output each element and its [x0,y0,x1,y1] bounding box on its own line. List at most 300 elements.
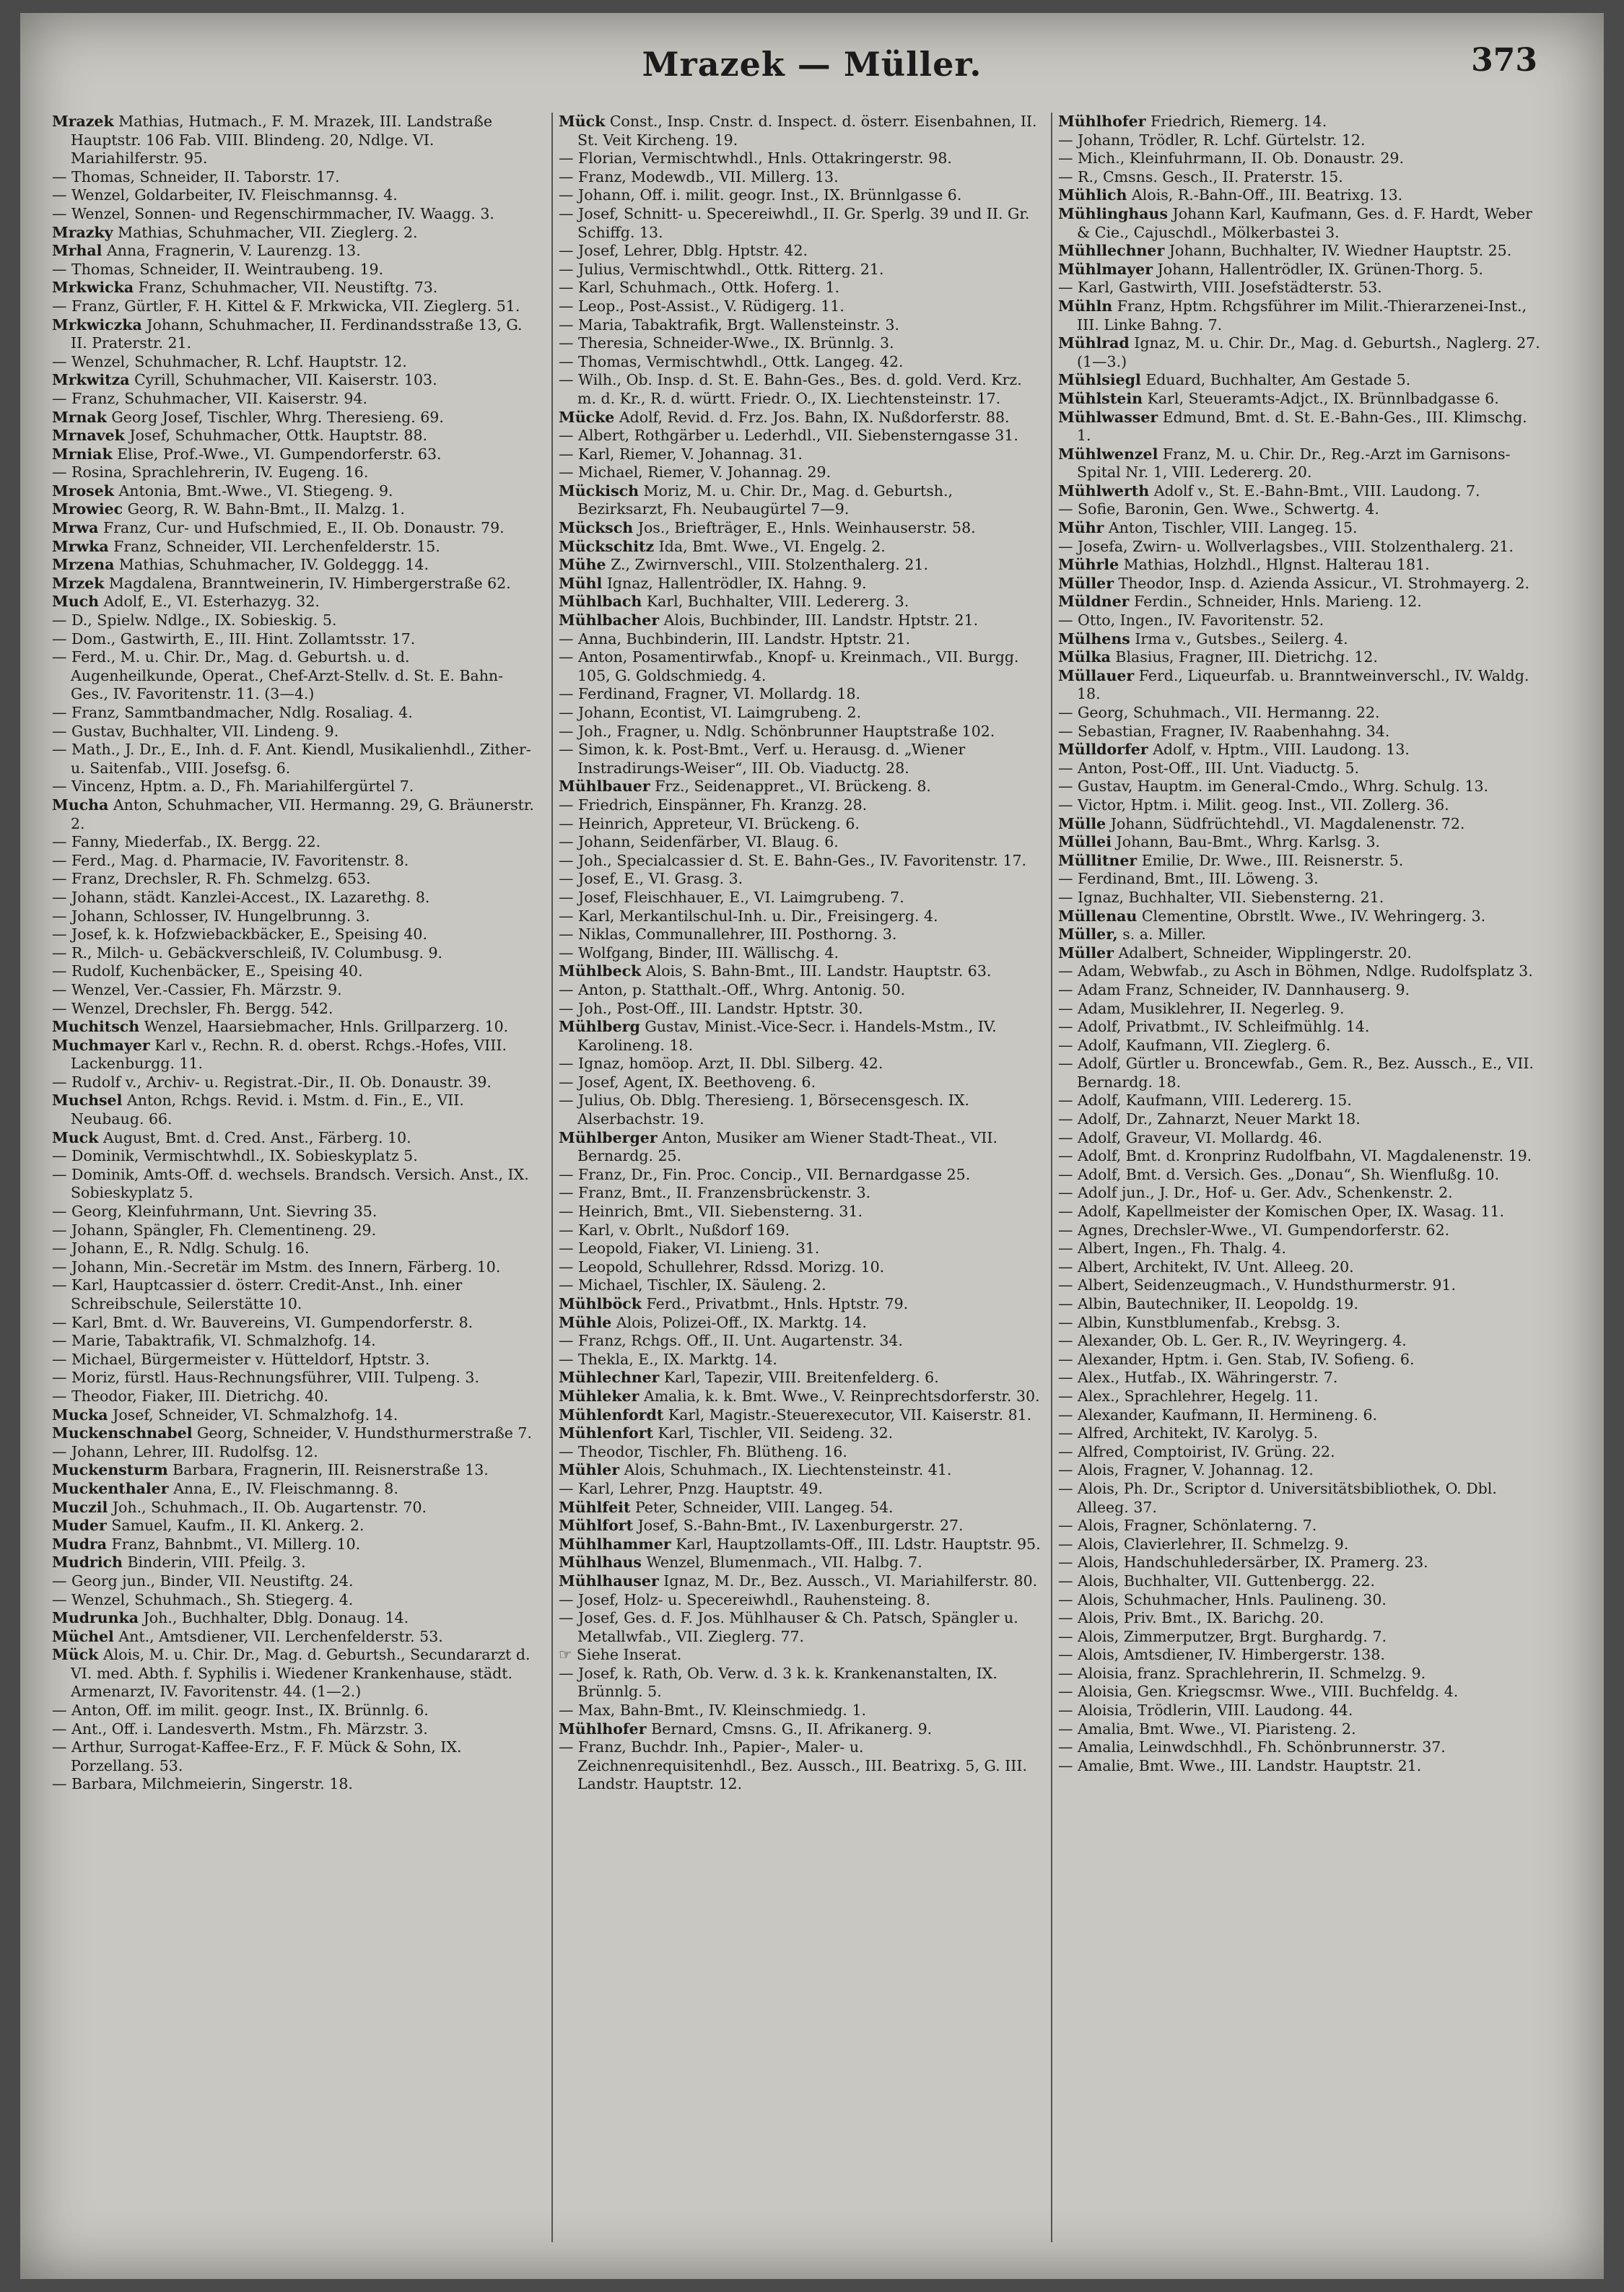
entry-text: — Johann, Off. i. milit. geogr. Inst., IX. Brünnlgasse 6. [559,186,962,204]
entry-text: — Maria, Tabaktrafik, Brgt. Wallensteinstr. 3. [559,315,900,334]
entry-text: — Agnes, Drechsler-Wwe., VI. Gumpendorferstr. 62. [1058,1221,1450,1239]
directory-entry [52,519,537,538]
directory-entry [1058,575,1543,593]
entry-text: — Gustav, Buchhalter, VII. Lindeng. 9. [52,722,339,740]
directory-entry [1058,1406,1543,1425]
entry-surname: Mühl [559,574,603,592]
entry-surname: Mück [52,1646,99,1664]
entry-text: — Franz, Modewdb., VII. Millerg. 13. [559,167,839,186]
directory-entry [52,593,537,611]
directory-entry [52,500,537,519]
entry-text: — Joh., Post-Off., III. Landstr. Hptstr. 30. [559,999,863,1017]
directory-entry [559,409,1044,427]
directory-entry [559,741,1044,777]
directory-entry [52,186,537,205]
entry-text: — Karl, Bmt. d. Wr. Bauvereins, VI. Gumpendorferstr. 8. [52,1313,473,1331]
entry-text: — Johann, Lehrer, III. Rudolfsg. 12. [52,1442,318,1460]
directory-entry [52,1369,537,1387]
directory-entry [559,1591,1044,1610]
entry-text: Johann, Schuhmacher, II. Ferdinandsstraße 13, G. II. Praterstr. 21. [71,315,523,352]
entry-text: — Max, Bahn-Bmt., IV. Kleinschmiedg. 1. [559,1701,867,1720]
directory-entry [1058,962,1543,981]
directory-entry [52,1129,537,1148]
directory-entry [559,1184,1044,1203]
directory-entry [1058,409,1543,445]
entry-surname: Mühlhaus [559,1554,642,1572]
entry-surname: Muchsel [52,1091,123,1110]
directory-entry [52,777,537,796]
entry-surname: Mühlhauser [559,1572,659,1590]
directory-entry [52,1424,537,1443]
entry-text: — Aloisia, Gen. Kriegscmsr. Wwe., VIII. Buchfeldg. 4. [1058,1683,1459,1701]
entry-surname: Mühlfeit [559,1498,631,1516]
entry-text: — Ferdinand, Fragner, VI. Mollardg. 18. [559,685,861,703]
entry-surname: Mücksch [559,519,634,537]
directory-entry [1058,796,1543,815]
directory-entry [1058,261,1543,279]
entry-text: — Adolf, Kapellmeister der Komischen Oper, IX. Wasag. 11. [1058,1203,1505,1221]
entry-text: — Michael, Riemer, V. Johannag. 29. [559,463,831,482]
directory-entry [52,1239,537,1258]
directory-entry [52,463,537,482]
entry-text: — D., Spielw. Ndlge., IX. Sobieskig. 5. [52,611,337,629]
directory-entry [1058,445,1543,482]
directory-entry [52,1073,537,1092]
directory-entry [559,1443,1044,1462]
directory-entry [1058,1609,1543,1628]
entry-text: — Friedrich, Einspänner, Fh. Kranzg. 28. [559,796,868,814]
directory-entry [52,1000,537,1019]
entry-text: — Adolf, Bmt. d. Kronprinz Rudolfbahn, VI. Magdalenenstr. 19. [1058,1147,1532,1165]
entry-text: Anton, Musiker am Wiener Stadt-Theat., VII. Bernardg. 25. [577,1128,997,1165]
entry-text: — Alois, Schuhmacher, Hnls. Paulineng. 30. [1058,1590,1387,1608]
directory-entry [559,1073,1044,1092]
entry-surname: Mühlberg [559,1018,640,1036]
entry-surname: Mühlwerth [1058,482,1150,500]
directory-entry [52,1332,537,1351]
directory-entry [559,796,1044,815]
entry-text: Mathias, Hutmach., F. M. Mrazek, III. Landstraße Hauptstr. 106 Fab. VIII. Blindeng. 20, Ndlge. VI. Mariahilferstr. 95. [71,113,492,167]
entry-surname: Mühllechner [1058,242,1165,260]
entry-text: — Vincenz, Hptm. a. D., Fh. Mariahilfergürtel 7. [52,777,414,796]
entry-text: Franz, Bahnbmt., VI. Millerg. 10. [111,1535,361,1553]
directory-entry [559,870,1044,889]
entry-text: — Josef, Schnitt- u. Specereiwhdl., II. Gr. Sperlg. 39 und II. Gr. Schiffg. 13. [559,204,1030,241]
entry-surname: Mühe [559,556,606,574]
directory-entry [52,1387,537,1406]
entry-surname: Mudrich [52,1554,123,1572]
entry-surname: Mühlberger [559,1128,658,1146]
directory-entry [1058,611,1543,630]
entry-text: — Thomas, Schneider, II. Weintraubeng. 19. [52,260,384,278]
directory-entry [52,538,537,557]
directory-entry [1058,1461,1543,1480]
directory-entry [52,1535,537,1554]
entry-surname: Mucka [52,1406,108,1424]
entry-text: — Alexander, Ob. L. Ger. R., IV. Weyringerg. 4. [1058,1332,1407,1350]
entry-text: — Dom., Gastwirth, E., III. Hint. Zollamtsstr. 17. [52,629,416,648]
entry-text: — Aloisia, Trödlerin, VIII. Laudong. 44. [1058,1701,1353,1720]
directory-entry [52,1351,537,1369]
entry-text: Bernard, Cmsns. G., II. Afrikanerg. 9. [651,1720,933,1738]
directory-entry [1058,131,1543,150]
entry-surname: Mühlböck [559,1295,642,1312]
entry-text: — Alois, Clavierlehrer, II. Schmelzg. 9. [1058,1535,1349,1553]
entry-text: — Alois, Priv. Bmt., IX. Barichg. 20. [1058,1609,1324,1627]
directory-entry [559,1701,1044,1720]
directory-entry [1058,593,1543,611]
entry-text: Georg, R. W. Bahn-Bmt., II. Malzg. 1. [127,500,405,518]
directory-entry [559,1387,1044,1406]
entry-text: — Alfred, Architekt, IV. Karolyg. 5. [1058,1424,1318,1442]
entry-text: — Johann, Spängler, Fh. Clementineng. 29. [52,1221,377,1239]
directory-entry [52,630,537,649]
directory-entry [52,648,537,704]
entry-text: Josef, Schneider, VI. Schmalzhofg. 14. [113,1406,398,1424]
entry-text: Mathias, Schuhmacher, VII. Zieglerg. 2. [118,223,418,241]
entry-text: — Dominik, Vermischtwhdl., IX. Sobieskyplatz 5. [52,1147,418,1165]
entry-text: — Sebastian, Fragner, IV. Raabenhahng. 34. [1058,722,1390,740]
entry-surname: Mülhens [1058,629,1130,648]
directory-entry [52,353,537,372]
entry-text: Karl v., Rechn. R. d. oberst. Rchgs.-Hofes, VIII. Lackenburgg. 11. [71,1036,507,1073]
directory-entry [52,409,537,427]
entry-text: Georg, Schneider, V. Hundsthurmerstraße 7. [197,1424,532,1442]
entry-text: Ida, Bmt. Wwe., VI. Engelg. 2. [658,537,886,555]
entry-surname: Muckenthaler [52,1479,169,1497]
entry-text: Karl, Buchhalter, VIII. Ledererg. 3. [646,593,909,611]
page-number: 373 [1471,42,1537,79]
entry-text: — Julius, Vermischtwhdl., Ottk. Ritterg. 21. [559,260,884,278]
directory-entry [559,777,1044,796]
entry-text: Theodor, Insp. d. Azienda Assicur., VI. Strohmayerg. 2. [1118,574,1530,592]
entry-text: — Math., J. Dr., E., Inh. d. F. Ant. Kiendl, Musikalienhdl., Zither- u. Saitenfab., VIII. Josefsg. 6. [52,741,531,777]
directory-entry [1058,648,1543,667]
entry-text: Gustav, Minist.-Vice-Secr. i. Handels-Mstm., IV. Karolineng. 18. [577,1018,997,1054]
directory-entry [52,1646,537,1701]
entry-text: — Albert, Seidenzeugmach., V. Hundsthurmerstr. 91. [1058,1276,1456,1294]
entry-text: Alois, S. Bahn-Bmt., III. Landstr. Hauptstr. 63. [645,962,992,980]
entry-text: Anna, E., IV. Fleischmanng. 8. [173,1479,398,1497]
entry-surname: Much [52,593,99,611]
directory-entry [559,1258,1044,1277]
entry-text: — Karl, Gastwirth, VIII. Josefstädterstr. 53. [1058,279,1382,297]
entry-text: — Ferdinand, Bmt., III. Löweng. 3. [1058,870,1319,888]
entry-text: — R., Cmsns. Gesch., II. Praterstr. 15. [1058,167,1343,186]
entry-surname: Mrnavek [52,427,125,445]
entry-text: Alois, M. u. Chir. Dr., Mag. d. Geburtsh., Secundararzt d. VI. med. Abth. f. Syphilis i. Wiedener Krankenhause, städt. Armenarzt, IV. Favoritenstr. 44. (1—2.) [71,1646,531,1701]
directory-entry [52,1628,537,1647]
directory-entry [1058,1480,1543,1517]
entry-text: — Wolfgang, Binder, III. Wällischg. 4. [559,944,839,962]
directory-entry [559,316,1044,335]
entry-surname: Mühlechner [559,1369,660,1387]
entry-text: Georg Josef, Tischler, Whrg. Theresieng. 69. [111,408,444,426]
entry-surname: Mülle [1058,814,1106,832]
entry-surname: Mühlenfordt [559,1406,664,1424]
directory-entry [1058,1369,1543,1387]
entry-text: Karl, Tapezir, VIII. Breitenfelderg. 6. [664,1369,939,1387]
entry-text: Ignaz, Hallentrödler, IX. Hahng. 9. [606,574,867,592]
directory-entry [52,981,537,1000]
directory-entry [52,1591,537,1610]
directory-entry [1058,704,1543,723]
entry-surname: Mrazek [52,113,114,130]
entry-text: — Adolf, Graveur, VI. Mollardg. 46. [1058,1128,1322,1146]
directory-entry [1058,205,1543,242]
entry-surname: Mrniak [52,445,113,463]
directory-entry [559,1295,1044,1314]
entry-text: Ferd., Liqueurfab. u. Branntweinverschl., IV. Waldg. 18. [1077,666,1529,703]
entry-text: — Karl, v. Obrlt., Nußdorf 169. [559,1221,790,1239]
directory-entry [1058,1443,1543,1462]
directory-entry [559,1314,1044,1333]
entry-text: — Leop., Post-Assist., V. Rüdigerg. 11. [559,297,844,315]
entry-surname: Mülldorfer [1058,741,1148,759]
directory-entry [1058,1276,1543,1295]
directory-entry [52,316,537,353]
entry-text: Mathias, Holzhdl., Hlgnst. Halterau 181. [1123,556,1430,574]
entry-text: — Franz, Dr., Fin. Proc. Concip., VII. Bernardgasse 25. [559,1165,971,1183]
entry-text: — Alois, Fragner, V. Johannag. 12. [1058,1461,1314,1479]
entry-text: Johann, Buchhalter, IV. Wiedner Hauptstr. 25. [1169,242,1512,260]
entry-text: Karl, Magistr.-Steuerexecutor, VII. Kaiserstr. 81. [668,1406,1032,1424]
entry-text: — Alexander, Hptm. i. Gen. Stab, IV. Sofieng. 6. [1058,1350,1415,1368]
entry-text: — Mich., Kleinfuhrmann, II. Ob. Donaustr. 29. [1058,149,1404,167]
entry-text: Anton, Rchgs. Revid. i. Mstm. d. Fin., E., VII. Neubaug. 66. [71,1091,464,1128]
entry-text: — Joh., Specialcassier d. St. E. Bahn-Ges., IV. Favoritenstr. 17. [559,851,1027,869]
directory-entry [559,907,1044,926]
directory-entry [52,1147,537,1166]
entry-text: — Niklas, Communallehrer, III. Posthorng. 3. [559,925,897,944]
directory-entry [1058,113,1543,131]
entry-text: Z., Zwirnverschl., VIII. Stolzenthalerg. 21. [611,556,929,574]
directory-entry [559,538,1044,557]
directory-entry [1058,944,1543,963]
entry-text: Anton, Tischler, VIII. Langeg. 15. [1108,519,1358,537]
directory-entry [1058,1424,1543,1443]
directory-entry [1058,1239,1543,1258]
directory-entry [52,1572,537,1591]
directory-entry [559,445,1044,464]
entry-surname: Mudra [52,1535,108,1553]
directory-entry [559,1738,1044,1794]
entry-text: Antonia, Bmt.-Wwe., VI. Stiegeng. 9. [118,482,393,500]
entry-text: — Johann, Schlosser, IV. Hungelbrunng. 3. [52,907,370,925]
entry-text: — Heinrich, Bmt., VII. Siebensterng. 31. [559,1203,863,1221]
entry-surname: Mrhal [52,242,102,260]
entry-text: — Josef, Agent, IX. Beethoveng. 6. [559,1073,816,1091]
entry-text: — Josef, Ges. d. F. Jos. Mühlhauser & Ch. Patsch, Spängler u. Metallwfab., VII. Zieglerg. 77. [559,1609,1018,1645]
entry-text: August, Bmt. d. Cred. Anst., Färberg. 10. [102,1128,411,1146]
directory-entry [1058,482,1543,501]
entry-surname: Mucha [52,796,109,814]
entry-text: Anna, Fragnerin, V. Laurenzg. 13. [107,242,361,260]
directory-entry [1058,833,1543,852]
directory-entry [1058,981,1543,1000]
entry-text: — Gustav, Hauptm. im General-Cmdo., Whrg. Schulg. 13. [1058,777,1489,796]
directory-entry [559,815,1044,834]
entry-text: Johann Karl, Kaufmann, Ges. d. F. Hardt, Weber & Cie., Cajuschdl., Mölkerbastei 3. [1077,204,1532,241]
directory-entry [559,1091,1044,1128]
directory-entry [1058,1314,1543,1333]
directory-entry [559,1239,1044,1258]
entry-text: Barbara, Fragnerin, III. Reisnerstraße 13. [173,1461,489,1479]
directory-entry [559,1461,1044,1480]
directory-entry [559,981,1044,1000]
directory-entry [559,113,1044,149]
directory-entry [1058,759,1543,778]
entry-surname: Müller [1058,944,1114,962]
entry-text: — Alexander, Kaufmann, II. Hermineng. 6. [1058,1406,1378,1424]
entry-surname: Müchel [52,1627,114,1645]
entry-text: Adolf, E., VI. Esterhazyg. 32. [103,593,320,611]
entry-surname: Mülka [1058,648,1111,666]
entry-text: — Josef, k. k. Hofzwiebackbäcker, E., Speising 40. [52,925,427,944]
entry-text: — Amalie, Bmt. Wwe., III. Landstr. Hauptstr. 21. [1058,1756,1422,1774]
entry-text: — Thomas, Schneider, II. Taborstr. 17. [52,167,340,186]
entry-text: — Ignaz, homöop. Arzt, II. Dbl. Silberg. 42. [559,1055,883,1073]
directory-entry [52,168,537,187]
directory-entry [559,334,1044,353]
entry-text: Franz, M. u. Chir. Dr., Reg.-Arzt im Garnisons-Spital Nr. 1, VIII. Ledererg. 20. [1077,445,1511,482]
entry-surname: Mühlbach [559,593,642,611]
entry-text: — Rosina, Sprachlehrerin, IV. Eugeng. 16. [52,463,369,482]
directory-entry [52,704,537,723]
entry-text: — Albert, Architekt, IV. Unt. Alleeg. 20. [1058,1258,1354,1276]
entry-text: Ferdin., Schneider, Hnls. Marieng. 12. [1134,593,1422,611]
directory-entry [559,168,1044,187]
entry-text: — Alois, Zimmerputzer, Brgt. Burghardg. 7. [1058,1627,1387,1645]
entry-text: — Josef, E., VI. Grasg. 3. [559,870,743,888]
directory-entry [559,261,1044,279]
directory-entry [1058,297,1543,334]
entry-surname: Mücke [559,408,615,426]
entry-text: — Josef, Holz- u. Specereiwhdl., Rauhensteing. 8. [559,1590,930,1608]
directory-entry [559,1424,1044,1443]
entry-surname: Mückisch [559,482,639,500]
entry-text: — Josef, k. Rath, Ob. Verw. d. 3 k. k. Krankenanstalten, IX. Brünnlg. 5. [559,1664,997,1701]
entry-text: — Georg, Kleinfuhrmann, Unt. Sievring 35. [52,1203,377,1221]
entry-text: — Johann, Econtist, VI. Laimgrubeng. 2. [559,704,862,721]
entry-text: — Adolf, Privatbmt., IV. Schleifmühlg. 14. [1058,1018,1370,1036]
entry-surname: Muckenschnabel [52,1424,193,1442]
entry-text: — Ignaz, Buchhalter, VII. Siebensterng. 21. [1058,888,1384,906]
entry-surname: Mrzek [52,574,105,592]
entry-text: — Aloisia, franz. Sprachlehrerin, II. Schmelzg. 9. [1058,1664,1426,1682]
directory-entry [52,279,537,297]
entry-surname: Mrkwicka [52,279,134,297]
entry-text: Clementine, Obrstlt. Wwe., IV. Wehringerg. 3. [1141,907,1486,925]
entry-surname: Müllenau [1058,907,1138,925]
entry-surname: Muczil [52,1498,108,1516]
directory-entry [1058,1535,1543,1554]
directory-entry [559,353,1044,372]
entry-text: Irma v., Gutsbes., Seilerg. 4. [1135,629,1348,648]
directory-entry [52,556,537,575]
entry-surname: Mühlfort [559,1517,634,1535]
entry-text: — Ferd., Mag. d. Pharmacie, IV. Favoritenstr. 8. [52,851,409,869]
entry-surname: Mühlwasser [1058,408,1158,426]
column-3 [1051,113,1543,2242]
entry-text: Johann, Südfrüchtehdl., VI. Magdalenenstr. 72. [1110,814,1465,832]
entry-surname: Müldner [1058,593,1130,611]
entry-text: Ferd., Privatbmt., Hnls. Hptstr. 79. [646,1295,909,1312]
directory-entry [1058,741,1543,759]
directory-entry [52,575,537,593]
directory-entry [559,186,1044,205]
directory-entry [52,1480,537,1499]
directory-entry [559,427,1044,445]
entry-text: — Thomas, Vermischtwhdl., Ottk. Langeg. 42. [559,352,904,370]
directory-entry [1058,519,1543,538]
entry-text: Friedrich, Riemerg. 14. [1151,113,1327,130]
entry-surname: Mühlhofer [559,1720,647,1738]
entry-text: — Franz, Gürtler, F. H. Kittel & F. Mrkwicka, VII. Zieglerg. 51. [52,297,520,315]
directory-entry [559,1572,1044,1591]
directory-entry [1058,630,1543,649]
entry-text: Adalbert, Schneider, Wipplingerstr. 20. [1118,944,1412,962]
directory-entry [1058,1572,1543,1591]
directory-entry [1058,777,1543,796]
entry-text: Alois, Polizei-Off., IX. Marktg. 14. [616,1313,867,1331]
entry-text: — Rudolf v., Archiv- u. Registrat.-Dir., II. Ob. Donaustr. 39. [52,1073,492,1091]
directory-entry [1058,1351,1543,1369]
directory-entry [1058,1665,1543,1683]
directory-entry [52,1720,537,1739]
entry-text: — Georg jun., Binder, VII. Neustiftg. 24. [52,1572,354,1590]
directory-entry [1058,1091,1543,1110]
directory-entry [52,1609,537,1628]
entry-text: — Josef, Fleischhauer, E., VI. Laimgrubeng. 7. [559,888,904,906]
entry-text: Adolf v., St. E.-Bahn-Bmt., VIII. Laudong. 7. [1153,482,1480,500]
entry-text: Cyrill, Schuhmacher, VII. Kaiserstr. 103. [134,371,437,389]
directory-entry [52,1221,537,1240]
directory-entry [52,482,537,501]
directory-entry [1058,1129,1543,1148]
directory-entry [559,556,1044,575]
directory-entry [559,1369,1044,1387]
directory-entry [52,224,537,243]
entry-surname: Mühln [1058,297,1113,315]
directory-entry [1058,1591,1543,1610]
entry-text: Frz., Seidenappret., VI. Brückeng. 8. [655,777,931,796]
entry-surname: Mührle [1058,556,1119,574]
directory-entry [559,463,1044,482]
directory-entry [1058,852,1543,871]
entry-text: — Amalia, Bmt. Wwe., VI. Piaristeng. 2. [1058,1720,1356,1738]
entry-text: — Julius, Ob. Dblg. Theresieng. 1, Börsecensgesch. IX. Alserbachstr. 19. [559,1091,970,1128]
entry-text: — Karl, Lehrer, Pnzg. Hauptstr. 49. [559,1479,823,1497]
entry-text: — Adam, Webwfab., zu Asch in Böhmen, Ndlge. Rudolfsplatz 3. [1058,962,1533,980]
entry-text: Ant., Amtsdiener, VII. Lerchenfelderstr. 53. [118,1627,443,1645]
directory-entry [1058,279,1543,297]
directory-entry [1058,1701,1543,1720]
directory-entry [559,852,1044,871]
directory-entry [1058,371,1543,390]
directory-entry [52,962,537,981]
directory-entry [559,1609,1044,1646]
entry-text: — Adam, Musiklehrer, II. Negerleg. 9. [1058,999,1345,1017]
directory-entry [559,723,1044,741]
entry-text: — Michael, Bürgermeister v. Hütteldorf, Hptstr. 3. [52,1350,430,1368]
directory-entry [1058,1147,1543,1166]
entry-text: — Josef, Lehrer, Dblg. Hptstr. 42. [559,242,808,260]
entry-text: — Otto, Ingen., IV. Favoritenstr. 52. [1058,611,1324,629]
entry-surname: Muchitsch [52,1018,140,1036]
directory-entry [52,1406,537,1425]
entry-text: — Sofie, Baronin, Gen. Wwe., Schwertg. 4. [1058,500,1379,518]
